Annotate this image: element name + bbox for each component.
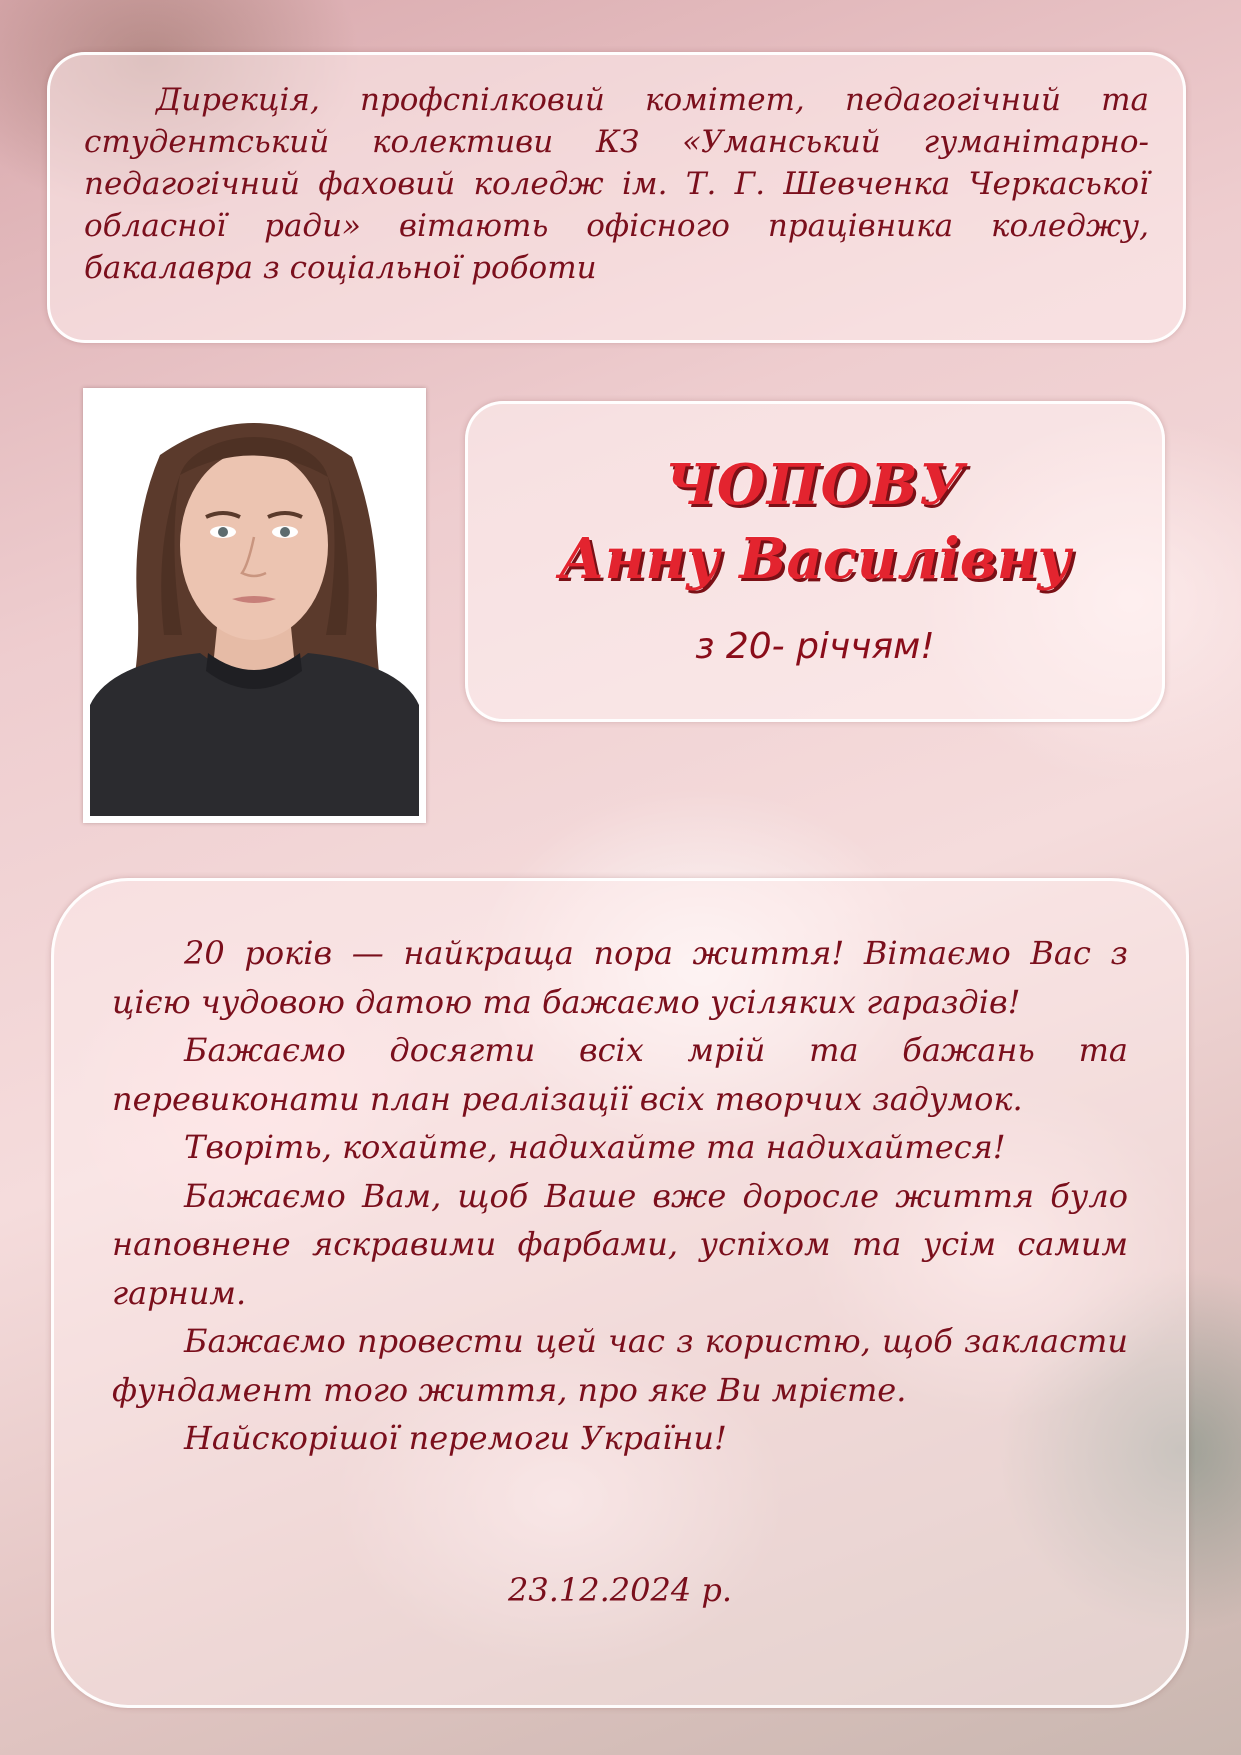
honoree-given-name: Анну Василівну bbox=[558, 526, 1072, 592]
wish-paragraph: Бажаємо провести цей час з користю, щоб закласти фундамент того життя, про яке Ви мрієте. bbox=[112, 1322, 1128, 1409]
wishes-card bbox=[51, 878, 1189, 1708]
greeting-date: 23.12.2024 р. bbox=[507, 1571, 733, 1609]
wish-paragraph: Бажаємо Вам, щоб Ваше вже доросле життя було наповнене яскравими фарбами, успіхом та усім самим гарним. bbox=[112, 1176, 1128, 1312]
wish-paragraph: Найскорішої перемоги України! bbox=[184, 1419, 727, 1457]
portrait-photo bbox=[90, 395, 419, 816]
intro-text: Дирекція, профспілковий комітет, педагогічний та студентський колективи КЗ «Уманський гуманітарно-педагогічний фаховий коледж ім. Т. Г. Шевченка Черкаської обласної ради» вітають офісного працівника коледжу, бакалавра з соціальної роботи bbox=[84, 82, 1149, 286]
intro-card bbox=[47, 52, 1186, 343]
honoree-card bbox=[465, 401, 1165, 722]
honoree-surname: ЧОПОВУ bbox=[664, 452, 966, 518]
wish-paragraph: Бажаємо досягти всіх мрій та бажань та перевиконати план реалізації всіх творчих задумок. bbox=[112, 1031, 1128, 1118]
wish-paragraph: 20 років — найкраща пора життя! Вітаємо Вас з цією чудовою датою та бажаємо усіляких гараздів! bbox=[112, 934, 1128, 1021]
wish-paragraph: Творіть, кохайте, надихайте та надихайтеся! bbox=[184, 1128, 1006, 1166]
portrait-photo-frame bbox=[83, 388, 426, 823]
occasion-text: з 20- річчям! bbox=[695, 626, 935, 667]
